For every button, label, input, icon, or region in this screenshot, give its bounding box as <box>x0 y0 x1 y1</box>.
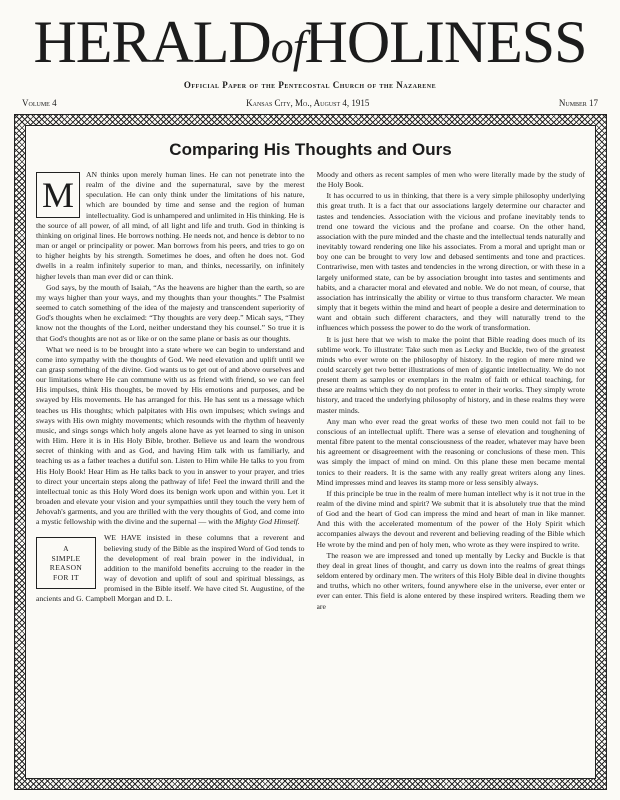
right-paragraph: The reason we are impressed and toned up mentally by Lecky and Buckle is that they deal in great lines of thought, and carry us down into the realms of great things seldom entered by ordinary men. The writers of this Holy Bible deal in divine thoughts and truths, which no other writers, found anywhere else in the universe, ever enter or ever can enter. This field is alone entered by these inspired writers. Reading them we are <box>316 550 585 611</box>
ornamental-border <box>14 114 607 790</box>
masthead-subtitle: Official Paper of the Pentecostal Church of the Nazarene <box>183 80 437 90</box>
masthead-title <box>0 8 620 81</box>
drop-cap-letter: M <box>41 175 74 215</box>
sidebox-line: FOR IT <box>53 572 79 582</box>
masthead <box>0 8 620 81</box>
sidebox-paragraph: WE HAVE insisted in these columns that a reverent and believing study of the Bible as the inspired Word of God tends to the development of real brain power in the individual, in addition to the manifold benefits accruing to the reader in the way of devotion and uplift of soul and spiritual blessings, as promised in the Bible itself. We have cited St. Augustine, of the ancients and G. Campbell Morgan and D. L. <box>36 533 305 604</box>
masthead-title-of: of <box>270 21 305 72</box>
sidebox-line: REASON <box>49 563 83 573</box>
place-date: Kansas City, Mo., August 4, 1915 <box>246 98 370 108</box>
issue-line <box>22 98 598 108</box>
left-column <box>36 170 305 772</box>
issue-number: Number 17 <box>558 98 598 108</box>
drop-cap <box>36 172 80 218</box>
masthead-title-right: HOLINESS <box>304 9 587 75</box>
left-paragraph <box>36 345 305 528</box>
right-paragraph: It is just here that we wish to make the point that Bible reading does much of its sublime work. To illustrate: Take such men as Lecky and Buckle, two of the greatest minds who ever wrote on the philosophy of history. In the region of mere mind we could scarcely get two better illustrations of men of gigantic intellectuality. We do not present them as samples or exemplars in the realm of faith or ethical teaching, for these are realms which they do not profess to enter in their works. They simply wrote history, and traced the underlying philosophy of history, and in these realms they were master minds. <box>316 334 585 415</box>
left-paragraph-text: What we need is to be brought into a state where we can begin to understand and come into sympathy with the thoughts of God. We need elevation and uplift until we can grasp something of the divine. God wants us to get out of and above ourselves and our limitations where He can commune with us as friend with friend, so we can feel His impulses, think His thoughts, be moved by His emotions and purposes, and be swayed by His movements. He has arranged for this. He has sent us a message which teaches us His thoughts; which palpitates with His own impulses; which swings and sways with His own mighty movements; which resounds with the rhythm of heavenly music, and sings songs which holy angels alone have as yet learned to sing in unison with Him. Here it is in His Holy Bible, brother. Believe us and learn the wondrous secret of thinking with and as God, and having Him talk with us familiarly, and teaching us as a father teaches a dutiful son. Listen to Him while He talks to you from His Holy Book! Hear Him as He talks back to you in answer to your prayer, and tries to direct your uncertain steps along the pathway of life! Feel the inward thrill and the intellectual tonic as this Holy Word does its benign work upon and within you. Let it broaden and elevate your vision and your sympathies until they touch the very hem of Jehovah's garments, and you are thrilled with the very thoughts of God, and come into a mystic fellowship with the divine and the supernal — with the <box>36 344 305 527</box>
right-column <box>317 170 586 772</box>
article-columns <box>36 170 585 772</box>
volume-label: Volume 4 <box>22 98 57 108</box>
article-title: Comparing His Thoughts and Ours <box>169 140 452 159</box>
right-paragraph: If this principle be true in the realm of mere human intellect why is it not true in the realm of the divine mind and spirit? We submit that it is absolutely true that the mind of God and the heart of God can impress the mind and heart of man in like manner. And this with the accelerated momentum of the power of the Holy Spirit which accompanies always the devout and reverent and believing reading of the Bible which He wrote by the mind and pen of holy men, who wrote as they were inspired to write. <box>316 488 585 549</box>
left-paragraph: AN thinks upon merely human lines. He can not penetrate into the realm of the divine and the supernatural, save by the merest speculation. He can only think under the limitations of his nature, which are bounded by time and sense and the region of human intellectuality. God is unhampered and unlimited in His thinking. He is the source of all power, of all mind, of all light and life and truth. God in thinking is thinking on original lines. He borrows nothing. He needs not, and hence is debtor to no man or angel or principality or power. Man borrows from his peers, and tries to go on to higher heights by his strength. Sometimes he does, and often he does not. God dwells in a realm infinitely superior to man, and thinks, necessarily, on infinitely higher levels than man ever did or can think. <box>36 170 305 281</box>
article-panel <box>25 125 596 779</box>
right-paragraph: Any man who ever read the great works of these two men could not fail to be conscious of an intellectual uplift. There was a sense of elevation and toughening of mental fibre patent to the mental consciousness of the reader, whatever may have been his agreement or disagreement with the reasoning or conclusions of these men. This was simply the impact of mind on mind. On this plane these men became mental tonics to their readers. It is the same with any really great writers along any lines. Mind impresses mind and leaves its stamp more or less sensibly always. <box>316 416 585 487</box>
left-paragraph: God says, by the mouth of Isaiah, “As the heavens are higher than the earth, so are my ways higher than your ways, and my thoughts than your thoughts.” The Psalmist seemed to catch something of the idea of the majesty and transcendent superiority of God's thoughts when he exclaimed: “Thy thoughts are very deep.” Micah says, “They know not the thoughts of the Lord, neither understand they his counsel.” So true it is that God's thoughts are not as or like or on the same plane or basis as our thoughts. <box>36 282 305 343</box>
right-paragraph: It has occurred to us in thinking, that there is a very simple philosophy underlying this great truth. It is a fact that our associations largely determine our character and tastes and tendencies. Association with the vicious and profane inevitably tends to trend one toward the vicious and the profane and coarse. On the other hand, association with the pure minded and the chaste and the intellectual tends naturally and inevitably toward rendering one like his associates. From a moral and upright man or boy one can be brought to very low and debased sentiments and tone and practices. Contrariwise, men with tastes and tendencies in the wrong direction, or with these in a largely uniformed state, can be by association brought into tastes and sentiments and habits, and a character moral and elevated and noble. We do not mean, of course, that association has intrinsically the ability or virtue to thus transform character. We mean simply that it begets within the mind and heart of people a desire and determination to want and obtain such different characters, and they will naturally trend to the influences which possess the power to do the work of transformation. <box>316 191 585 333</box>
sidebox-line: SIMPLE <box>51 553 81 563</box>
right-paragraph: Moody and others as recent samples of men who were literally made by the study of the Holy Book. <box>316 170 585 190</box>
closing-italic: Mighty God Himself. <box>234 517 300 527</box>
sidebox-line: A <box>63 544 69 554</box>
masthead-title-left: HERALD <box>33 9 271 75</box>
sidebox-label <box>36 537 96 589</box>
